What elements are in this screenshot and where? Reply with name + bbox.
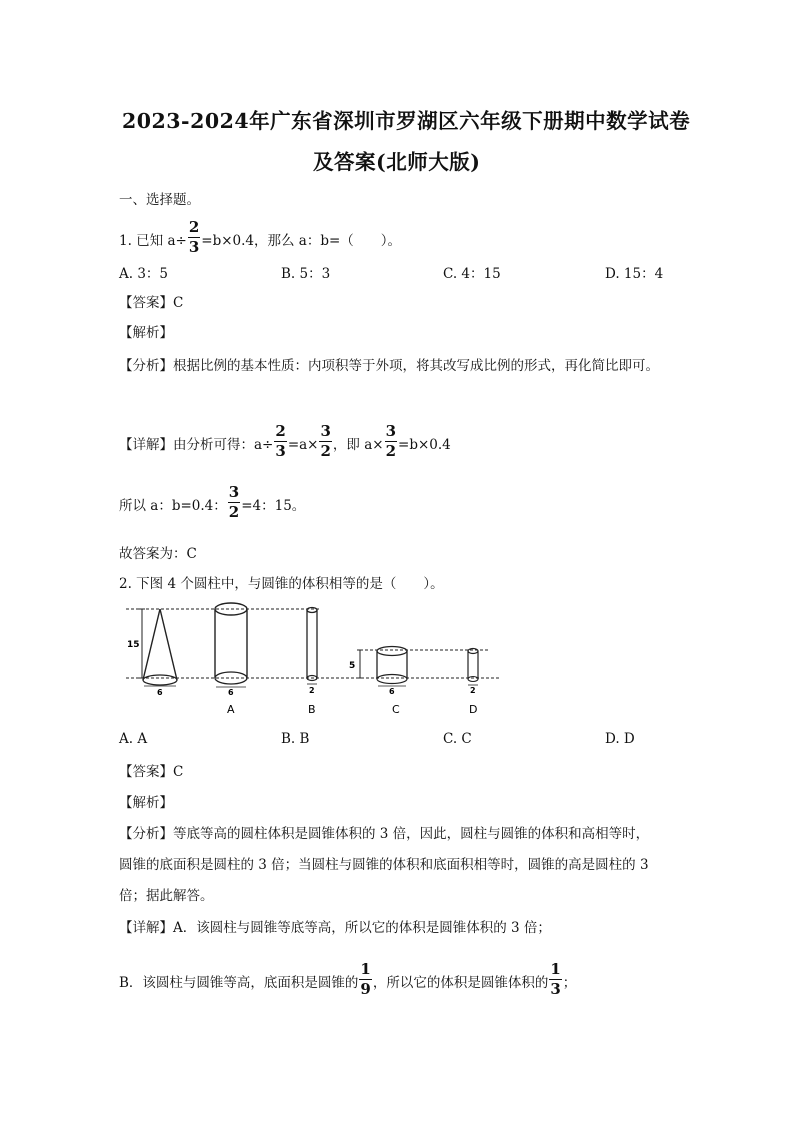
q2-analysis-line2: 圆锥的底面积是圆柱的 3 倍；当圆柱与圆锥的体积和底面积相等时，圆锥的高是圆柱的 3 bbox=[119, 857, 649, 873]
cylinder-c bbox=[377, 647, 407, 717]
q1-detail-mid2: ，即 a× bbox=[332, 437, 384, 453]
q1-answer: 【答案】C bbox=[119, 295, 184, 311]
fraction bbox=[228, 485, 240, 520]
fraction-numerator: 3 bbox=[385, 422, 397, 440]
q1-ratio bbox=[119, 483, 306, 524]
q1-ratio-end: =4：15。 bbox=[241, 498, 306, 514]
cylinder-c-diam-label: 6 bbox=[389, 687, 395, 696]
cylinder-a bbox=[215, 603, 247, 716]
q2-analysis-line3: 倍；据此解答。 bbox=[119, 888, 214, 904]
q2-option-d: D. D bbox=[605, 731, 635, 747]
q1-prefix: 1. 已知 a÷ bbox=[119, 233, 187, 249]
fraction-denominator: 3 bbox=[275, 442, 286, 460]
fraction bbox=[385, 424, 397, 459]
q2-figure bbox=[120, 602, 520, 720]
q2-option-c: C. C bbox=[443, 731, 472, 747]
fraction-denominator: 2 bbox=[385, 442, 397, 460]
q2-option-a: A. A bbox=[119, 731, 148, 747]
fraction-numerator: 1 bbox=[550, 960, 561, 978]
q2-analysis-line1: 【分析】等底等高的圆柱体积是圆锥体积的 3 倍，因此，圆柱与圆锥的体积和高相等时， bbox=[119, 826, 650, 842]
cylinders-cone-diagram bbox=[120, 602, 520, 720]
q2-detail-b-end: ； bbox=[562, 975, 577, 991]
fraction-denominator: 9 bbox=[360, 980, 371, 998]
fraction-denominator: 3 bbox=[550, 980, 561, 998]
fraction-numerator: 3 bbox=[228, 483, 240, 501]
q1-final: 故答案为：C bbox=[119, 546, 197, 562]
cylinder-b-label: B bbox=[308, 703, 316, 716]
fraction bbox=[359, 962, 371, 997]
fraction-numerator: 2 bbox=[275, 422, 286, 440]
q2-answer: 【答案】C bbox=[119, 764, 184, 780]
fraction bbox=[549, 962, 561, 997]
page-subtitle: 及答案(北师大版) bbox=[313, 150, 481, 174]
fraction-numerator: 2 bbox=[188, 218, 200, 236]
cylinder-d-diam-label: 2 bbox=[470, 686, 476, 695]
q1-option-b: B. 5：3 bbox=[281, 266, 331, 282]
cylinder-d-label: D bbox=[469, 703, 478, 716]
q2-detail-b bbox=[119, 960, 577, 1001]
q2-detail-b-prefix: B．该圆柱与圆锥等高，底面积是圆锥的 bbox=[119, 975, 359, 991]
q1-suffix: =b×0.4，那么 a：b=（ ）。 bbox=[201, 233, 402, 249]
q1-ratio-prefix: 所以 a：b=0.4： bbox=[119, 498, 227, 514]
cylinder-b bbox=[307, 608, 317, 717]
fraction bbox=[274, 424, 286, 459]
fraction-numerator: 1 bbox=[360, 960, 371, 978]
q1-analysis: 【分析】根据比例的基本性质：内项积等于外项，将其改写成比例的形式，再化简比即可。 bbox=[119, 358, 659, 374]
q1-analysis-label: 【解析】 bbox=[119, 325, 173, 341]
cone-diam-label: 6 bbox=[157, 688, 163, 697]
cylinder-a-diam-label: 6 bbox=[228, 688, 234, 697]
q1-option-c: C. 4：15 bbox=[443, 266, 501, 282]
q1-option-a: A. 3：5 bbox=[119, 266, 169, 282]
fraction-denominator: 2 bbox=[320, 442, 331, 460]
fraction bbox=[188, 220, 200, 255]
q1-question bbox=[119, 218, 402, 259]
section-heading: 一、选择题。 bbox=[119, 192, 200, 208]
cylinder-c-label: C bbox=[392, 703, 400, 716]
q2-detail-a: 【详解】A．该圆柱与圆锥等底等高，所以它的体积是圆锥体积的 3 倍； bbox=[119, 920, 551, 936]
fraction-denominator: 3 bbox=[188, 238, 200, 256]
fraction-numerator: 3 bbox=[320, 422, 331, 440]
q2-analysis-label: 【解析】 bbox=[119, 795, 173, 811]
q1-detail-end: =b×0.4 bbox=[398, 437, 451, 453]
height-label-15: 15 bbox=[127, 640, 140, 650]
q1-detail-mid1: =a× bbox=[287, 437, 319, 453]
page-title: 2023-2024年广东省深圳市罗湖区六年级下册期中数学试卷 bbox=[122, 109, 691, 133]
fraction bbox=[319, 424, 331, 459]
q1-option-d: D. 15：4 bbox=[605, 266, 664, 282]
cylinder-a-label: A bbox=[227, 703, 235, 716]
q2-detail-b-mid: ，所以它的体积是圆锥体积的 bbox=[372, 975, 549, 991]
height-label-5: 5 bbox=[349, 661, 356, 671]
q2-question: 2. 下图 4 个圆柱中，与圆锥的体积相等的是（ ）。 bbox=[119, 576, 444, 592]
fraction-denominator: 2 bbox=[228, 503, 240, 521]
q1-detail bbox=[119, 422, 451, 463]
q2-option-b: B. B bbox=[281, 731, 310, 747]
q1-detail-prefix: 【详解】由分析可得：a÷ bbox=[119, 437, 274, 453]
cylinder-b-diam-label: 2 bbox=[309, 686, 315, 695]
cone bbox=[143, 609, 177, 697]
cylinder-d bbox=[468, 649, 478, 717]
